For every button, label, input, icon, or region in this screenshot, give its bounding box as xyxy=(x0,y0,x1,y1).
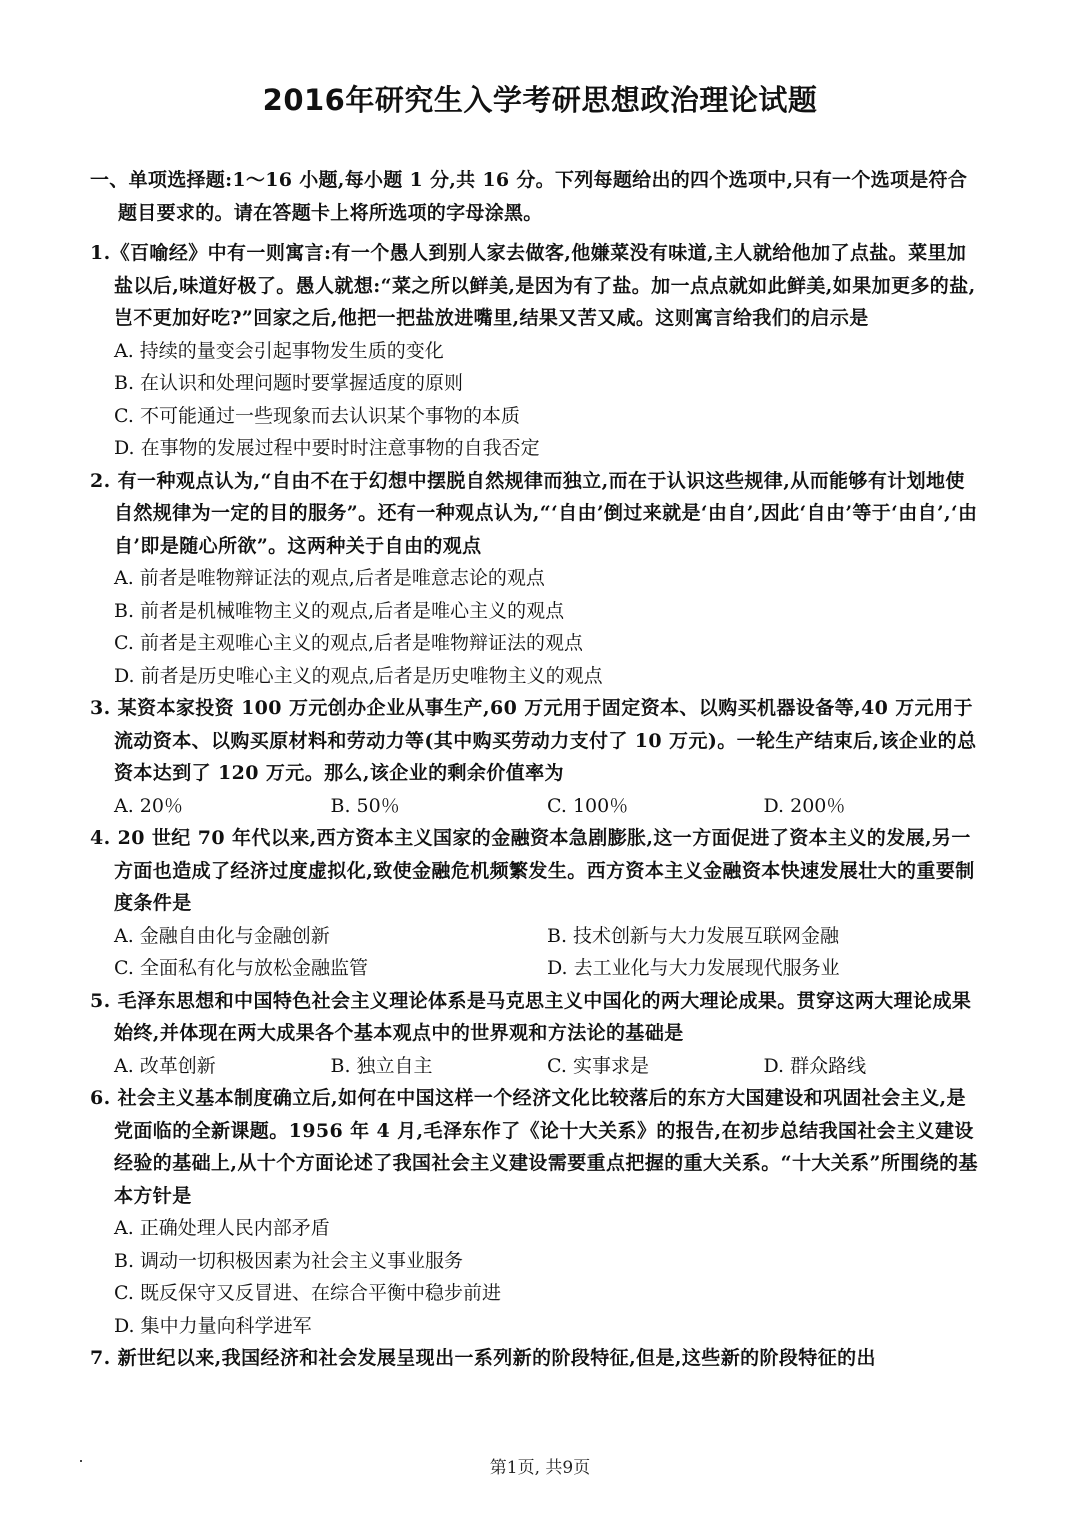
option-d: D. 在事物的发展过程中要时时注意事物的自我否定 xyxy=(114,437,540,459)
question-7 xyxy=(90,1342,980,1375)
question-1 xyxy=(90,237,980,465)
options-row xyxy=(90,1050,980,1083)
question-stem: 6. 社会主义基本制度确立后,如何在中国这样一个经济文化比较落后的东方大国建设和巩固社会主义,是党面临的全新课题。1956 年 4 月,毛泽东作了《论十大关系》的报告,在初步总结我国社会主义建设经验的基础上,从十个方面论述了我国社会主义建设需要重点把握的重大关系。“十大关系”所围绕的基本方针是 xyxy=(90,1087,978,1207)
option-d: D. 前者是历史唯心主义的观点,后者是历史唯物主义的观点 xyxy=(114,664,603,687)
options-row xyxy=(90,790,980,823)
question-4 xyxy=(90,822,980,985)
question-stem: 5. 毛泽东思想和中国特色社会主义理论体系是马克思主义中国化的两大理论成果。贯穿这两大理论成果始终,并体现在两大成果各个基本观点中的世界观和方法论的基础是 xyxy=(90,989,972,1044)
option-a: A. 前者是唯物辩证法的观点,后者是唯意志论的观点 xyxy=(114,567,545,589)
question-6 xyxy=(90,1082,980,1342)
option-c: C. 全面私有化与放松金融监管 xyxy=(114,957,368,979)
option-c: C. 实事求是 xyxy=(547,1054,649,1077)
option-c: C. 不可能通过一些现象而去认识某个事物的本质 xyxy=(114,404,520,427)
option-b: B. 在认识和处理问题时要掌握适度的原则 xyxy=(114,372,464,394)
page-title: 2016年研究生入学考研思想政治理论试题 xyxy=(262,83,818,117)
question-2 xyxy=(90,465,980,693)
question-stem: 3. 某资本家投资 100 万元创办企业从事生产,60 万元用于固定资本、以购买机器设备等,40 万元用于流动资本、以购买原材料和劳动力等(其中购买劳动力支付了 10 万元)。一轮生产结束后,该企业的总资本达到了 120 万元。那么,该企业的剩余价值率为 xyxy=(90,697,977,784)
option-c: C. 前者是主观唯心主义的观点,后者是唯物辩证法的观点 xyxy=(114,632,583,654)
option-c: C. 既反保守又反冒进、在综合平衡中稳步前进 xyxy=(114,1282,501,1304)
question-stem: 1.《百喻经》中有一则寓言:有一个愚人到别人家去做客,他嫌菜没有味道,主人就给他加了点盐。菜里加盐以后,味道好极了。愚人就想:“菜之所以鲜美,是因为有了盐。加一点点就如此鲜美,如果加更多的盐,岂不更加好吃?”回家之后,他把一把盐放进嘴里,结果又苦又咸。这则寓言给我们的启示是 xyxy=(90,242,976,329)
question-stem: 4. 20 世纪 70 年代以来,西方资本主义国家的金融资本急剧膨胀,这一方面促进了资本主义的发展,另一方面也造成了经济过度虚拟化,致使金融危机频繁发生。西方资本主义金融资本快速发展壮大的重要制度条件是 xyxy=(90,827,975,914)
question-stem: 7. 新世纪以来,我国经济和社会发展呈现出一系列新的阶段特征,但是,这些新的阶段特征的出 xyxy=(90,1347,876,1369)
question-5 xyxy=(90,985,980,1083)
option-b: B. 50％ xyxy=(330,794,400,817)
section-instruction: 一、单项选择题:1～16 小题,每小题 1 分,共 16 分。下列每题给出的四个选项中,只有一个选项是符合题目要求的。请在答题卡上将所选项的字母涂黑。 xyxy=(90,169,968,224)
options-grid xyxy=(90,920,980,985)
option-b: B. 技术创新与大力发展互联网金融 xyxy=(547,924,840,947)
option-a: A. 改革创新 xyxy=(114,1054,216,1077)
option-a: A. 正确处理人民内部矛盾 xyxy=(114,1217,330,1239)
option-d: D. 群众路线 xyxy=(763,1054,867,1077)
page-footer: 第1页, 共9页 xyxy=(489,1458,591,1478)
option-a: A. 20％ xyxy=(114,794,183,817)
option-d: D. 集中力量向科学进军 xyxy=(114,1314,312,1337)
option-c: C. 100％ xyxy=(547,794,629,817)
option-d: D. 200％ xyxy=(763,794,846,817)
option-b: B. 调动一切积极因素为社会主义事业服务 xyxy=(114,1249,464,1272)
option-b: B. 前者是机械唯物主义的观点,后者是唯心主义的观点 xyxy=(114,599,565,622)
option-b: B. 独立自主 xyxy=(330,1054,433,1077)
option-a: A. 金融自由化与金融创新 xyxy=(114,924,330,947)
option-a: A. 持续的量变会引起事物发生质的变化 xyxy=(114,339,444,362)
option-d: D. 去工业化与大力发展现代服务业 xyxy=(547,957,840,979)
exam-content xyxy=(90,164,980,1375)
question-3 xyxy=(90,692,980,822)
question-stem: 2. 有一种观点认为,“自由不在于幻想中摆脱自然规律而独立,而在于认识这些规律,从而能够有计划地使自然规律为一定的目的服务”。还有一种观点认为,“‘自由’倒过来就是‘由自’,因此‘自由’等于‘由自’,‘由自’即是随心所欲”。这两种关于自由的观点 xyxy=(90,469,978,557)
